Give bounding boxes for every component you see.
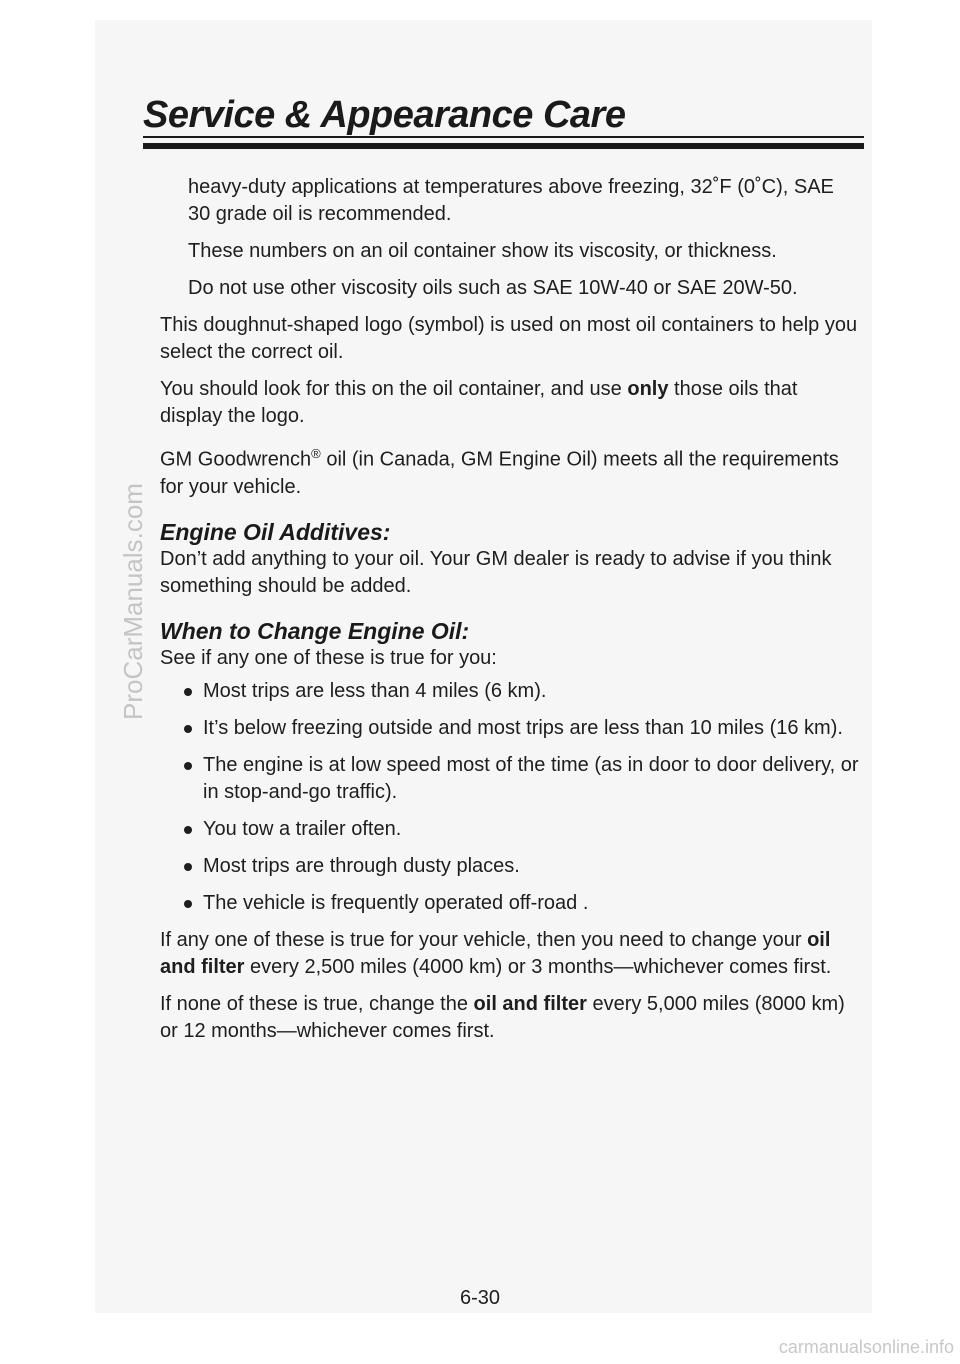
paragraph-severe-schedule <box>160 927 860 981</box>
bullet-icon <box>184 725 192 733</box>
list-item-text: The engine is at low speed most of the time (as in door to door delivery, or in stop-and-go traffic). <box>203 753 859 803</box>
registered-mark: ® <box>311 446 321 461</box>
watermark-procarmanuals: ProCarManuals.com <box>118 483 148 720</box>
bullet-icon <box>184 688 192 696</box>
list-item-text: Most trips are less than 4 miles (6 km). <box>203 679 547 702</box>
heading-when-to-change: When to Change Engine Oil: <box>160 617 470 644</box>
paragraph-goodwrench <box>160 440 860 501</box>
conditions-list <box>160 678 860 917</box>
bullet-icon <box>184 826 192 834</box>
paragraph-change-intro: See if any one of these is true for you: <box>160 646 497 669</box>
emphasis-oil-filter: oil and filter <box>473 992 587 1015</box>
list-item-text: It’s below freezing outside and most trips are less than 10 miles (16 km). <box>203 716 843 739</box>
text-fragment: those oils that display the logo. <box>160 378 798 427</box>
list-item <box>160 890 860 917</box>
text-fragment: GM Goodwrench <box>160 448 312 471</box>
list-item <box>160 715 860 742</box>
paragraph-other-viscosity: Do not use other viscosity oils such as SAE 10W-40 or SAE 20W-50. <box>188 277 798 299</box>
text-fragment: If any one of these is true for your vehicle, then you need to change your <box>160 928 808 951</box>
paragraph-viscosity-numbers: These numbers on an oil container show its viscosity, or thickness. <box>188 240 777 262</box>
text-fragment: You should look for this on the oil container, and use <box>160 378 628 400</box>
list-item <box>160 853 860 880</box>
emphasis-oil-filter: oil and filter <box>160 928 831 978</box>
text-fragment: oil (in Canada, GM Engine Oil) meets all the requirements for your vehicle. <box>160 448 839 498</box>
header-rule <box>143 143 864 149</box>
list-item <box>160 752 860 806</box>
list-item <box>160 678 860 705</box>
watermark-carmanualsonline: carmanualsonline.info <box>778 1337 954 1357</box>
emphasis-only: only <box>627 378 669 400</box>
list-item-text: You tow a trailer often. <box>203 817 402 840</box>
paragraph-normal-schedule <box>160 991 860 1045</box>
section-title: Service & Appearance Care <box>143 94 626 136</box>
bullet-icon <box>184 762 192 770</box>
paragraph-oil-additives: Don’t add anything to your oil. Your GM dealer is ready to advise if you think something should be added. <box>160 547 832 597</box>
list-item-text: Most trips are through dusty places. <box>203 854 520 877</box>
header-rule-thin <box>143 136 864 138</box>
text-fragment: every 5,000 miles (8000 km) or 12 months—whichever comes first. <box>160 992 845 1042</box>
page-number: 6-30 <box>459 1287 501 1309</box>
text-fragment: If none of these is true, change the <box>160 992 474 1015</box>
paragraph-doughnut-logo: This doughnut-shaped logo (symbol) is used on most oil containers to help you select the correct oil. <box>160 314 858 363</box>
paragraph-viscosity-continued: heavy-duty applications at temperatures above freezing, 32˚F (0˚C), SAE 30 grade oil is recommended. <box>188 176 834 225</box>
paragraph-look-for-logo <box>160 376 860 430</box>
text-fragment: every 2,500 miles (4000 km) or 3 months—whichever comes first. <box>244 955 832 978</box>
bullet-icon <box>184 863 192 871</box>
bullet-icon <box>184 900 192 908</box>
heading-oil-additives: Engine Oil Additives: <box>160 518 391 545</box>
list-item <box>160 816 860 843</box>
list-item-text: The vehicle is frequently operated off-road . <box>203 891 589 914</box>
page-body <box>160 174 860 1055</box>
